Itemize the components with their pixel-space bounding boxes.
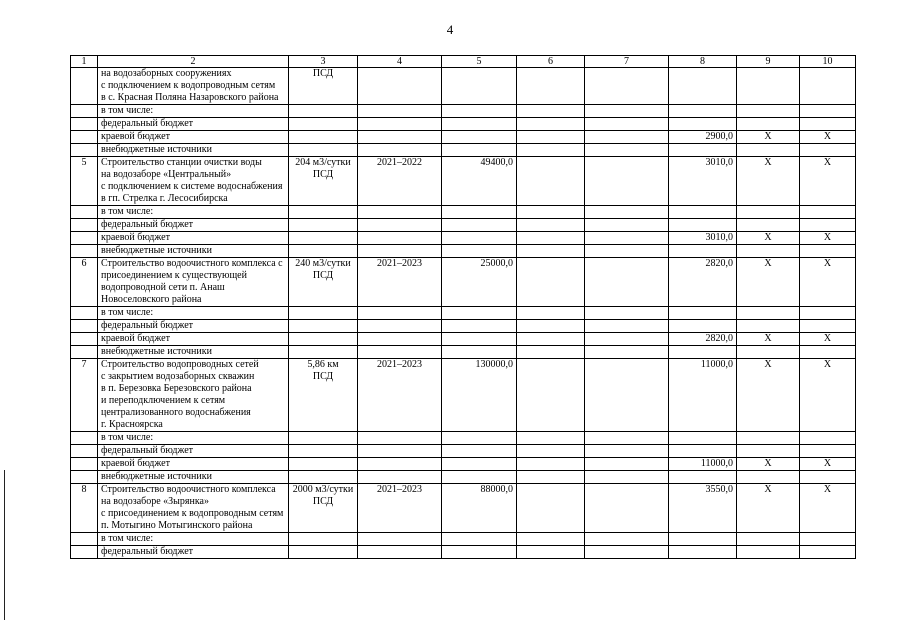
col6-cell (517, 157, 585, 206)
col6-cell (517, 533, 585, 546)
funding-source-cell: в том числе: (98, 533, 289, 546)
row-number-cell (71, 219, 98, 232)
col9-cell: X (737, 232, 800, 245)
cost-cell (442, 206, 517, 219)
amount-cell: 3010,0 (669, 232, 737, 245)
funding-source-row (71, 206, 856, 219)
col10-cell: X (800, 157, 856, 206)
funding-source-row (71, 432, 856, 445)
funding-source-cell: федеральный бюджет (98, 219, 289, 232)
col10-cell (800, 533, 856, 546)
project-row (71, 157, 856, 206)
amount-cell: 3010,0 (669, 157, 737, 206)
cost-cell (442, 533, 517, 546)
col7-cell (585, 131, 669, 144)
col9-cell (737, 206, 800, 219)
period-cell: 2021–2023 (358, 258, 442, 307)
col6-cell (517, 359, 585, 432)
row-number-cell (71, 333, 98, 346)
col6-cell (517, 320, 585, 333)
row-number-cell: 6 (71, 258, 98, 307)
row-number-cell (71, 245, 98, 258)
col6-cell (517, 458, 585, 471)
capacity-cell (289, 131, 358, 144)
amount-cell (669, 471, 737, 484)
amount-cell: 11000,0 (669, 359, 737, 432)
col10-cell (800, 219, 856, 232)
col9-cell: X (737, 484, 800, 533)
capacity-cell (289, 219, 358, 232)
col7-cell (585, 206, 669, 219)
col9-cell (737, 68, 800, 105)
period-cell (358, 546, 442, 559)
cost-cell (442, 144, 517, 157)
row-number-cell (71, 458, 98, 471)
funding-source-cell: в том числе: (98, 432, 289, 445)
col9-cell (737, 432, 800, 445)
project-row (71, 68, 856, 105)
amount-cell (669, 533, 737, 546)
capacity-cell: ПСД (289, 68, 358, 105)
period-cell (358, 68, 442, 105)
page-number: 4 (446, 22, 454, 37)
period-cell: 2021–2023 (358, 359, 442, 432)
capacity-cell (289, 206, 358, 219)
funding-source-row (71, 307, 856, 320)
col6-cell (517, 68, 585, 105)
margin-line (4, 470, 5, 620)
col9-cell: X (737, 359, 800, 432)
funding-source-row (71, 118, 856, 131)
col10-cell: X (800, 359, 856, 432)
amount-cell (669, 206, 737, 219)
header-cell: 10 (800, 56, 856, 68)
project-row (71, 359, 856, 432)
period-cell (358, 432, 442, 445)
col10-cell (800, 346, 856, 359)
funding-source-cell: федеральный бюджет (98, 118, 289, 131)
amount-cell: 2900,0 (669, 131, 737, 144)
capacity-cell (289, 232, 358, 245)
funding-source-row (71, 445, 856, 458)
header-cell: 7 (585, 56, 669, 68)
cost-cell (442, 307, 517, 320)
col9-cell (737, 320, 800, 333)
period-cell (358, 144, 442, 157)
col7-cell (585, 245, 669, 258)
col10-cell (800, 68, 856, 105)
amount-cell: 2820,0 (669, 333, 737, 346)
period-cell (358, 307, 442, 320)
period-cell (358, 458, 442, 471)
col6-cell (517, 118, 585, 131)
col9-cell (737, 105, 800, 118)
header-cell: 5 (442, 56, 517, 68)
col9-cell: X (737, 157, 800, 206)
row-number-cell (71, 307, 98, 320)
cost-cell (442, 320, 517, 333)
funding-source-row (71, 105, 856, 118)
row-number-cell (71, 144, 98, 157)
row-number-cell: 7 (71, 359, 98, 432)
col6-cell (517, 206, 585, 219)
row-number-cell (71, 68, 98, 105)
header-cell: 9 (737, 56, 800, 68)
cost-cell (442, 219, 517, 232)
col7-cell (585, 232, 669, 245)
capacity-cell (289, 471, 358, 484)
cost-cell: 88000,0 (442, 484, 517, 533)
col10-cell (800, 546, 856, 559)
cost-cell (442, 471, 517, 484)
cost-cell: 130000,0 (442, 359, 517, 432)
capacity-cell (289, 458, 358, 471)
cost-cell (442, 458, 517, 471)
col10-cell: X (800, 258, 856, 307)
col7-cell (585, 219, 669, 232)
capacity-cell (289, 245, 358, 258)
amount-cell: 3550,0 (669, 484, 737, 533)
cost-cell (442, 445, 517, 458)
period-cell (358, 320, 442, 333)
cost-cell (442, 546, 517, 559)
col10-cell: X (800, 333, 856, 346)
col9-cell (737, 118, 800, 131)
col7-cell (585, 471, 669, 484)
col10-cell (800, 105, 856, 118)
col7-cell (585, 458, 669, 471)
row-number-cell: 5 (71, 157, 98, 206)
funding-source-cell: внебюджетные источники (98, 144, 289, 157)
col6-cell (517, 105, 585, 118)
capacity-cell (289, 118, 358, 131)
col6-cell (517, 219, 585, 232)
col6-cell (517, 333, 585, 346)
funding-source-row (71, 131, 856, 144)
period-cell (358, 118, 442, 131)
period-cell (358, 219, 442, 232)
row-number-cell (71, 131, 98, 144)
cost-cell (442, 432, 517, 445)
capacity-cell (289, 533, 358, 546)
col6-cell (517, 546, 585, 559)
col6-cell (517, 346, 585, 359)
row-number-cell (71, 118, 98, 131)
period-cell (358, 333, 442, 346)
capacity-cell (289, 445, 358, 458)
cost-cell (442, 346, 517, 359)
col9-cell (737, 445, 800, 458)
funding-source-cell: федеральный бюджет (98, 445, 289, 458)
funding-source-cell: в том числе: (98, 206, 289, 219)
col9-cell (737, 546, 800, 559)
col9-cell: X (737, 458, 800, 471)
col6-cell (517, 144, 585, 157)
col7-cell (585, 346, 669, 359)
col6-cell (517, 445, 585, 458)
capacity-cell (289, 432, 358, 445)
period-cell (358, 245, 442, 258)
col9-cell (737, 245, 800, 258)
header-cell: 4 (358, 56, 442, 68)
col10-cell (800, 118, 856, 131)
amount-cell (669, 68, 737, 105)
capacity-cell (289, 307, 358, 320)
row-number-cell (71, 320, 98, 333)
funding-source-cell: краевой бюджет (98, 333, 289, 346)
funding-source-row (71, 458, 856, 471)
funding-source-row (71, 232, 856, 245)
col7-cell (585, 105, 669, 118)
funding-source-row (71, 546, 856, 559)
capacity-cell: 2000 м3/сутки ПСД (289, 484, 358, 533)
funding-source-row (71, 471, 856, 484)
capacity-cell (289, 346, 358, 359)
funding-source-row (71, 144, 856, 157)
col10-cell (800, 432, 856, 445)
col7-cell (585, 445, 669, 458)
col7-cell (585, 258, 669, 307)
col10-cell (800, 245, 856, 258)
cost-cell (442, 333, 517, 346)
col6-cell (517, 245, 585, 258)
col6-cell (517, 258, 585, 307)
col7-cell (585, 68, 669, 105)
period-cell (358, 131, 442, 144)
col6-cell (517, 131, 585, 144)
col10-cell: X (800, 232, 856, 245)
col6-cell (517, 307, 585, 320)
cost-cell (442, 232, 517, 245)
cost-cell: 25000,0 (442, 258, 517, 307)
col7-cell (585, 157, 669, 206)
cost-cell: 49400,0 (442, 157, 517, 206)
row-number-cell: 8 (71, 484, 98, 533)
col9-cell (737, 346, 800, 359)
col7-cell (585, 333, 669, 346)
row-number-cell (71, 206, 98, 219)
header-cell: 1 (71, 56, 98, 68)
col9-cell: X (737, 131, 800, 144)
capacity-cell: 240 м3/сутки ПСД (289, 258, 358, 307)
cost-cell (442, 105, 517, 118)
period-cell: 2021–2023 (358, 484, 442, 533)
col10-cell (800, 206, 856, 219)
amount-cell (669, 546, 737, 559)
funding-source-cell: внебюджетные источники (98, 245, 289, 258)
period-cell (358, 445, 442, 458)
amount-cell (669, 118, 737, 131)
col7-cell (585, 118, 669, 131)
funding-source-cell: федеральный бюджет (98, 320, 289, 333)
period-cell (358, 232, 442, 245)
period-cell (358, 105, 442, 118)
project-row (71, 484, 856, 533)
project-name-cell: на водозаборных сооружениях с подключением к водопроводным сетям в с. Красная Поляна Назаровского района (98, 68, 289, 105)
period-cell (358, 471, 442, 484)
period-cell (358, 346, 442, 359)
col7-cell (585, 533, 669, 546)
col10-cell (800, 144, 856, 157)
amount-cell (669, 144, 737, 157)
col6-cell (517, 432, 585, 445)
row-number-cell (71, 105, 98, 118)
col9-cell (737, 471, 800, 484)
project-name-cell: Строительство водоочистного комплекса на водозаборе «Зырянка» с присоединением к водопроводным сетям п. Мотыгино Мотыгинского района (98, 484, 289, 533)
header-cell: 6 (517, 56, 585, 68)
period-cell (358, 533, 442, 546)
project-row (71, 258, 856, 307)
col7-cell (585, 320, 669, 333)
cost-cell (442, 245, 517, 258)
funding-source-cell: в том числе: (98, 105, 289, 118)
col9-cell (737, 307, 800, 320)
funding-source-cell: в том числе: (98, 307, 289, 320)
col9-cell (737, 219, 800, 232)
row-number-cell (71, 445, 98, 458)
amount-cell (669, 320, 737, 333)
col6-cell (517, 232, 585, 245)
col9-cell: X (737, 258, 800, 307)
funding-source-cell: краевой бюджет (98, 458, 289, 471)
row-number-cell (71, 432, 98, 445)
capacity-cell (289, 105, 358, 118)
funding-source-cell: внебюджетные источники (98, 471, 289, 484)
row-number-cell (71, 232, 98, 245)
col7-cell (585, 432, 669, 445)
cost-cell (442, 118, 517, 131)
funding-source-row (71, 346, 856, 359)
col10-cell: X (800, 458, 856, 471)
col10-cell (800, 307, 856, 320)
project-name-cell: Строительство станции очистки воды на водозаборе «Центральный» с подключением к системе водоснабжения в гп. Стрелка г. Лесосибирска (98, 157, 289, 206)
funding-source-cell: краевой бюджет (98, 232, 289, 245)
header-row (71, 56, 856, 68)
row-number-cell (71, 346, 98, 359)
amount-cell: 2820,0 (669, 258, 737, 307)
funding-source-row (71, 245, 856, 258)
col10-cell (800, 471, 856, 484)
funding-source-cell: внебюджетные источники (98, 346, 289, 359)
cost-cell (442, 131, 517, 144)
col7-cell (585, 144, 669, 157)
funding-source-cell: краевой бюджет (98, 131, 289, 144)
project-name-cell: Строительство водоочистного комплекса с присоединением к существующей водопроводной сети п. Анаш Новоселовского района (98, 258, 289, 307)
funding-source-row (71, 219, 856, 232)
amount-cell: 11000,0 (669, 458, 737, 471)
col9-cell (737, 533, 800, 546)
col7-cell (585, 546, 669, 559)
col10-cell (800, 320, 856, 333)
capacity-cell (289, 546, 358, 559)
capacity-cell: 204 м3/сутки ПСД (289, 157, 358, 206)
col10-cell: X (800, 484, 856, 533)
header-cell: 2 (98, 56, 289, 68)
col10-cell: X (800, 131, 856, 144)
period-cell: 2021–2022 (358, 157, 442, 206)
project-name-cell: Строительство водопроводных сетей с закрытием водозаборных скважин в п. Березовка Березовского района и переподключением к сетям централизованного водоснабжения г. Красноярска (98, 359, 289, 432)
header-cell: 8 (669, 56, 737, 68)
col7-cell (585, 359, 669, 432)
amount-cell (669, 346, 737, 359)
funding-source-row (71, 333, 856, 346)
budget-table (70, 55, 856, 559)
capacity-cell: 5,86 км ПСД (289, 359, 358, 432)
funding-source-row (71, 320, 856, 333)
col9-cell: X (737, 333, 800, 346)
amount-cell (669, 105, 737, 118)
amount-cell (669, 219, 737, 232)
amount-cell (669, 245, 737, 258)
capacity-cell (289, 333, 358, 346)
cost-cell (442, 68, 517, 105)
funding-source-cell: федеральный бюджет (98, 546, 289, 559)
col10-cell (800, 445, 856, 458)
col7-cell (585, 307, 669, 320)
amount-cell (669, 432, 737, 445)
col6-cell (517, 471, 585, 484)
period-cell (358, 206, 442, 219)
funding-source-row (71, 533, 856, 546)
header-cell: 3 (289, 56, 358, 68)
row-number-cell (71, 471, 98, 484)
capacity-cell (289, 320, 358, 333)
amount-cell (669, 445, 737, 458)
col7-cell (585, 484, 669, 533)
row-number-cell (71, 546, 98, 559)
row-number-cell (71, 533, 98, 546)
col6-cell (517, 484, 585, 533)
amount-cell (669, 307, 737, 320)
col9-cell (737, 144, 800, 157)
capacity-cell (289, 144, 358, 157)
